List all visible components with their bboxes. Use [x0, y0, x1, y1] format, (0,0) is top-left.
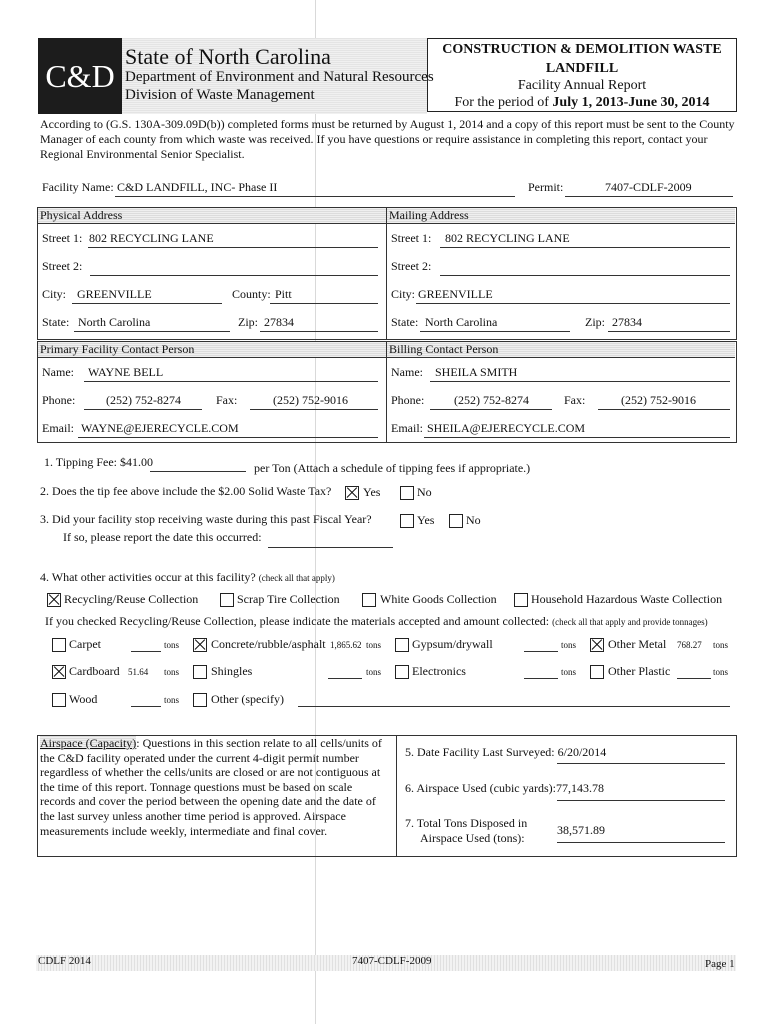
q3-no-label: No	[466, 513, 481, 527]
q7-label-line1: 7. Total Tons Disposed in	[405, 816, 528, 830]
electronics-tons-field[interactable]	[524, 678, 558, 679]
mailing-street1-underline	[440, 247, 730, 248]
report-title-line1: CONSTRUCTION & DEMOLITION WASTE	[442, 42, 722, 57]
q5-last-surveyed[interactable]: 5. Date Facility Last Surveyed: 6/20/2014	[405, 745, 607, 759]
recycling-label: Recycling/Reuse Collection	[64, 592, 199, 606]
primary-email-field[interactable]: WAYNE@EJERECYCLE.COM	[81, 421, 239, 435]
q4-note: (check all that apply)	[258, 573, 335, 583]
mailing-state-field[interactable]: North Carolina	[425, 315, 498, 329]
q3-date-field[interactable]	[268, 547, 393, 548]
physical-county-field[interactable]: Pitt	[275, 287, 292, 301]
other-metal-tons-unit: tons	[713, 640, 729, 650]
mailing-zip-label: Zip:	[585, 315, 605, 329]
primary-phone-field[interactable]: (252) 752-8274	[106, 393, 181, 407]
mailing-zip-underline	[608, 331, 730, 332]
facility-name-field[interactable]: C&D LANDFILL, INC- Phase II	[117, 180, 278, 194]
other-plastic-checkbox[interactable]	[590, 665, 604, 679]
concrete-tons-unit: tons	[366, 640, 382, 650]
billing-name-underline	[430, 381, 730, 382]
primary-fax-underline	[250, 409, 378, 410]
billing-email-underline	[424, 437, 730, 438]
physical-county-underline	[270, 303, 378, 304]
concrete-label: Concrete/rubble/asphalt	[211, 637, 326, 651]
cd-logo	[38, 38, 122, 114]
q4-label	[40, 570, 335, 585]
q7-underline	[557, 842, 725, 843]
mailing-city-underline	[416, 303, 730, 304]
report-period	[428, 94, 736, 112]
footer-page-number: Page 1	[705, 958, 735, 970]
physical-street2-field[interactable]	[90, 275, 378, 276]
physical-city-underline	[72, 303, 222, 304]
footer-permit: 7407-CDLF-2009	[352, 955, 432, 967]
gypsum-tons-field[interactable]	[524, 651, 558, 652]
facility-name-underline	[115, 196, 515, 197]
physical-street2-label: Street 2:	[42, 259, 83, 273]
q2-yes-label: Yes	[363, 485, 381, 499]
other-metal-checkbox[interactable]	[590, 638, 604, 652]
billing-name-label: Name:	[391, 365, 423, 379]
other-metal-tons-field[interactable]: 768.27	[677, 640, 702, 650]
primary-email-label: Email:	[42, 421, 74, 435]
billing-phone-label: Phone:	[391, 393, 425, 407]
hhw-checkbox[interactable]	[514, 593, 528, 607]
wood-tons-unit: tons	[164, 695, 180, 705]
primary-fax-field[interactable]: (252) 752-9016	[273, 393, 348, 407]
physical-state-label: State:	[42, 315, 70, 329]
tipping-fee-field[interactable]	[150, 471, 246, 472]
q1-suffix: per Ton (Attach a schedule of tipping fees if appropriate.)	[254, 461, 531, 475]
billing-fax-underline	[598, 409, 730, 410]
primary-name-underline	[84, 381, 378, 382]
mailing-street2-label: Street 2:	[391, 259, 432, 273]
wood-checkbox[interactable]	[52, 693, 66, 707]
other-specify-checkbox[interactable]	[193, 693, 207, 707]
gypsum-checkbox[interactable]	[395, 638, 409, 652]
other-plastic-label: Other Plastic	[608, 664, 671, 678]
primary-name-field[interactable]: WAYNE BELL	[88, 365, 164, 379]
airspace-divider	[396, 735, 397, 857]
other-metal-label: Other Metal	[608, 637, 667, 651]
facility-name-label: Facility Name:	[42, 180, 114, 194]
primary-name-label: Name:	[42, 365, 74, 379]
wood-tons-field[interactable]	[131, 706, 161, 707]
q6-underline	[557, 800, 725, 801]
billing-email-field[interactable]: SHEILA@EJERECYCLE.COM	[427, 421, 586, 435]
q2-no-checkbox[interactable]	[400, 486, 414, 500]
logo-text: C&D	[45, 57, 115, 94]
report-subtitle: Facility Annual Report	[517, 78, 647, 93]
physical-zip-field[interactable]: 27834	[264, 315, 294, 329]
billing-contact-header: Billing Contact Person	[387, 342, 735, 358]
electronics-tons-unit: tons	[561, 667, 577, 677]
q3-no-checkbox[interactable]	[449, 514, 463, 528]
cardboard-label: Cardboard	[69, 664, 120, 678]
gypsum-tons-unit: tons	[561, 640, 577, 650]
address-divider	[386, 207, 387, 340]
q6-airspace-used[interactable]: 6. Airspace Used (cubic yards):77,143.78	[405, 781, 604, 795]
q3-yes-label: Yes	[417, 513, 435, 527]
airspace-description	[40, 736, 390, 838]
electronics-checkbox[interactable]	[395, 665, 409, 679]
physical-city-label: City:	[42, 287, 67, 301]
physical-county-label: County:	[232, 287, 271, 301]
concrete-checkbox[interactable]	[193, 638, 207, 652]
billing-phone-field[interactable]: (252) 752-8274	[454, 393, 529, 407]
physical-zip-underline	[260, 331, 378, 332]
electronics-label: Electronics	[412, 664, 466, 678]
q1-tipping-fee: 1. Tipping Fee: $41.00	[44, 455, 154, 469]
recycle-prompt	[45, 614, 708, 629]
carpet-checkbox[interactable]	[52, 638, 66, 652]
recycle-prompt-text: If you checked Recycling/Reuse Collection, please indicate the materials accepted and amount collected:	[45, 614, 550, 628]
other-plastic-tons-unit: tons	[713, 667, 729, 677]
billing-fax-field[interactable]: (252) 752-9016	[621, 393, 696, 407]
billing-email-label: Email:	[391, 421, 423, 435]
airspace-text: : Questions in this section relate to all cells/units of the C&D facility operated under the current 4-digit permit number regardless of whether the cells/units are closed or are not contiguous at the time of this report. Tonnage questions must be based on scale records and cover the period between the opening date and the date of the last survey unless another time period is approved. Airspace measurements include weekly, intermediate and final cover.	[40, 736, 382, 838]
q7-total-tons-field[interactable]: 38,571.89	[557, 823, 605, 837]
other-specify-field[interactable]	[298, 706, 730, 707]
q3-yes-checkbox[interactable]	[400, 514, 414, 528]
division-name: Division of Waste Management	[125, 87, 315, 103]
airspace-title: Airspace (Capacity)	[40, 736, 137, 750]
q2-no-label: No	[417, 485, 432, 499]
cardboard-tons-field[interactable]: 51.64	[128, 667, 149, 677]
mailing-state-label: State:	[391, 315, 419, 329]
period-value: July 1, 2013-June 30, 2014	[552, 95, 710, 110]
footer-form-id: CDLF 2014	[38, 955, 91, 967]
q4-label-text: 4. What other activities occur at this facility?	[40, 570, 256, 584]
billing-phone-underline	[430, 409, 552, 410]
scrap-tire-checkbox[interactable]	[220, 593, 234, 607]
mailing-street2-field[interactable]	[440, 275, 730, 276]
primary-fax-label: Fax:	[216, 393, 238, 407]
primary-contact-header: Primary Facility Contact Person	[38, 342, 386, 358]
q2-label: 2. Does the tip fee above include the $2.00 Solid Waste Tax?	[40, 484, 332, 498]
recycle-note: (check all that apply and provide tonnages)	[552, 617, 708, 627]
physical-street1-underline	[88, 247, 378, 248]
white-goods-checkbox[interactable]	[362, 593, 376, 607]
billing-name-field[interactable]: SHEILA SMITH	[435, 365, 518, 379]
shingles-tons-field[interactable]	[328, 678, 362, 679]
mailing-state-underline	[420, 331, 570, 332]
q7-label-line2: Airspace Used (tons):	[420, 831, 525, 845]
primary-email-underline	[78, 437, 378, 438]
cardboard-checkbox[interactable]	[52, 665, 66, 679]
physical-city-field[interactable]: GREENVILLE	[77, 287, 152, 301]
state-title: State of North Carolina	[125, 44, 331, 69]
q2-yes-checkbox[interactable]	[345, 486, 359, 500]
report-title-box	[427, 38, 737, 112]
gypsum-label: Gypsum/drywall	[412, 637, 493, 651]
physical-state-field[interactable]: North Carolina	[78, 315, 151, 329]
carpet-tons-field[interactable]	[131, 651, 161, 652]
mailing-street1-field[interactable]: 802 RECYCLING LANE	[445, 231, 570, 245]
scrap-tire-label: Scrap Tire Collection	[237, 592, 340, 606]
report-title-line2: LANDFILL	[545, 61, 619, 76]
other-specify-label: Other (specify)	[211, 692, 284, 706]
permit-underline	[565, 196, 733, 197]
period-prefix: For the period of	[454, 95, 553, 110]
shingles-tons-unit: tons	[366, 667, 382, 677]
mailing-city-field[interactable]: GREENVILLE	[418, 287, 493, 301]
physical-zip-label: Zip:	[238, 315, 258, 329]
carpet-label: Carpet	[69, 637, 101, 651]
physical-state-underline	[74, 331, 230, 332]
recycling-checkbox[interactable]	[47, 593, 61, 607]
mailing-zip-field[interactable]: 27834	[612, 315, 642, 329]
mailing-city-label: City:	[391, 287, 416, 301]
permit-label: Permit:	[528, 180, 564, 194]
q5-underline	[557, 763, 725, 764]
shingles-label: Shingles	[211, 664, 253, 678]
shingles-checkbox[interactable]	[193, 665, 207, 679]
cardboard-tons-unit: tons	[164, 667, 180, 677]
primary-phone-label: Phone:	[42, 393, 76, 407]
physical-address-header: Physical Address	[38, 208, 386, 224]
department-name: Department of Environment and Natural Resources	[125, 69, 434, 85]
other-plastic-tons-field[interactable]	[677, 678, 711, 679]
physical-street1-field[interactable]: 802 RECYCLING LANE	[89, 231, 214, 245]
mailing-address-header: Mailing Address	[387, 208, 735, 224]
q3-label: 3. Did your facility stop receiving waste during this past Fiscal Year?	[40, 512, 372, 526]
mailing-street1-label: Street 1:	[391, 231, 432, 245]
physical-street1-label: Street 1:	[42, 231, 83, 245]
white-goods-label: White Goods Collection	[380, 592, 497, 606]
intro-paragraph: According to (G.S. 130A-309.09D(b)) completed forms must be returned by August 1, 2014 and a copy of this report must be sent to the County Manager of each county from which waste was received. If you have questions or require assistance in completing this report, contact your Regional Environmental Senior Specialist.	[40, 117, 735, 161]
permit-field[interactable]: 7407-CDLF-2009	[605, 180, 692, 194]
billing-fax-label: Fax:	[564, 393, 586, 407]
carpet-tons-unit: tons	[164, 640, 180, 650]
q3-sub-label: If so, please report the date this occurred:	[63, 530, 262, 544]
wood-label: Wood	[69, 692, 98, 706]
primary-phone-underline	[84, 409, 202, 410]
hhw-label: Household Hazardous Waste Collection	[531, 592, 723, 606]
concrete-tons-field[interactable]: 1,865.62	[330, 640, 362, 650]
